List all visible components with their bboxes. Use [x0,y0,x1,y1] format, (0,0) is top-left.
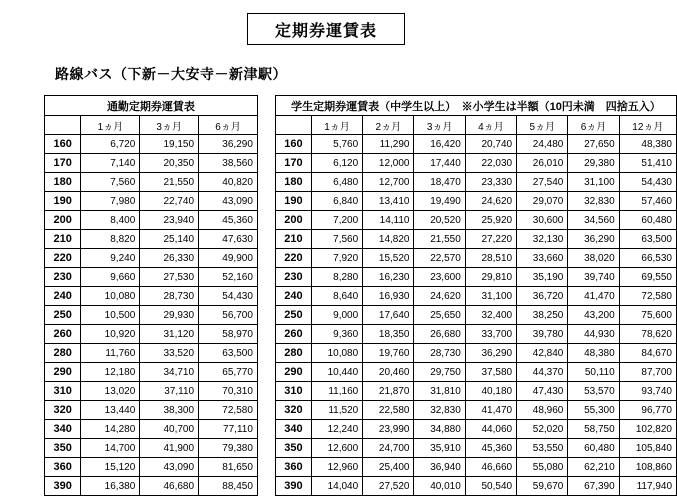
table-row [275,458,676,477]
fare-cell: 20,740 [465,135,516,154]
fare-cell: 72,580 [199,401,258,420]
fare-row-label: 320 [45,401,81,420]
fare-cell: 27,650 [568,135,619,154]
fare-cell: 29,750 [414,363,465,382]
fare-cell: 66,530 [619,249,676,268]
table-row [45,230,258,249]
table-row [45,477,258,496]
fare-row-label: 170 [45,154,81,173]
table-row [45,192,258,211]
fare-cell: 17,440 [414,154,465,173]
fare-cell: 43,090 [199,192,258,211]
fare-cell: 29,930 [140,306,199,325]
fare-cell: 34,710 [140,363,199,382]
fare-cell: 32,400 [465,306,516,325]
commuter-table-caption [44,95,258,115]
route-label [55,64,287,84]
fare-row-label: 230 [45,268,81,287]
fare-cell: 60,480 [619,211,676,230]
fare-cell: 39,780 [517,325,568,344]
commuter-table-caption-text: 通勤定期券運賃表 [106,100,195,113]
fare-cell: 48,960 [517,401,568,420]
table-header-row [275,116,676,135]
fare-cell: 27,220 [465,230,516,249]
fare-cell: 16,230 [363,268,414,287]
fare-cell: 13,020 [81,382,140,401]
table-row [45,458,258,477]
fare-cell: 40,820 [199,173,258,192]
fare-cell: 22,030 [465,154,516,173]
fare-cell: 13,440 [81,401,140,420]
fare-cell: 16,930 [363,287,414,306]
fare-cell: 50,540 [465,477,516,496]
fare-cell: 41,900 [140,439,199,458]
fare-cell: 87,700 [619,363,676,382]
fare-cell: 36,290 [199,135,258,154]
fare-cell: 6,120 [311,154,362,173]
fare-row-label: 210 [275,230,311,249]
fare-cell: 46,660 [465,458,516,477]
fare-cell: 26,330 [140,249,199,268]
fare-cell: 5,760 [311,135,362,154]
fare-cell: 37,110 [140,382,199,401]
fare-cell: 30,600 [517,211,568,230]
fare-cell: 81,650 [199,458,258,477]
fare-cell: 27,520 [363,477,414,496]
fare-cell: 36,940 [414,458,465,477]
fare-cell: 22,570 [414,249,465,268]
fare-cell: 22,580 [363,401,414,420]
fare-cell: 7,200 [311,211,362,230]
column-header: 3ヵ月 [414,116,465,135]
fare-cell: 34,560 [568,211,619,230]
fare-row-label: 360 [275,458,311,477]
fare-row-label: 280 [275,344,311,363]
fare-cell: 31,100 [465,287,516,306]
fare-cell: 24,700 [363,439,414,458]
fare-cell: 50,110 [568,363,619,382]
fare-cell: 60,480 [568,439,619,458]
fare-cell: 9,660 [81,268,140,287]
fare-cell: 40,010 [414,477,465,496]
fare-cell: 12,960 [311,458,362,477]
fare-cell: 102,820 [619,420,676,439]
fare-cell: 32,130 [517,230,568,249]
fare-cell: 28,730 [414,344,465,363]
fare-row-label: 200 [275,211,311,230]
fare-cell: 12,240 [311,420,362,439]
fare-cell: 52,020 [517,420,568,439]
fare-row-label: 170 [275,154,311,173]
fare-cell: 36,290 [465,344,516,363]
table-row [275,363,676,382]
column-header [275,116,311,135]
fare-cell: 21,550 [414,230,465,249]
student-table-block [275,95,677,496]
table-row [275,154,676,173]
fare-cell: 10,920 [81,325,140,344]
fare-cell: 32,830 [568,192,619,211]
fare-cell: 57,460 [619,192,676,211]
fare-cell: 44,060 [465,420,516,439]
fare-cell: 24,620 [414,287,465,306]
fare-cell: 20,350 [140,154,199,173]
fare-cell: 63,500 [199,344,258,363]
fare-cell: 26,010 [517,154,568,173]
column-header: 2ヵ月 [363,116,414,135]
fare-cell: 17,640 [363,306,414,325]
fare-row-label: 190 [275,192,311,211]
table-row [275,477,676,496]
fare-cell: 79,380 [199,439,258,458]
fare-cell: 14,040 [311,477,362,496]
fare-cell: 19,490 [414,192,465,211]
fare-cell: 35,190 [517,268,568,287]
fare-cell: 31,810 [414,382,465,401]
fare-cell: 72,580 [619,287,676,306]
fare-cell: 53,550 [517,439,568,458]
fare-cell: 32,830 [414,401,465,420]
column-header: 4ヵ月 [465,116,516,135]
fare-cell: 105,840 [619,439,676,458]
fare-cell: 22,740 [140,192,199,211]
table-row [45,154,258,173]
fare-cell: 14,700 [81,439,140,458]
fare-cell: 41,470 [465,401,516,420]
fare-cell: 117,940 [619,477,676,496]
fare-cell: 75,600 [619,306,676,325]
route-label-text: 路線バス（下新－大安寺－新津駅） [55,66,287,82]
student-fare-table [275,115,677,496]
fare-cell: 6,840 [311,192,362,211]
fare-cell: 43,090 [140,458,199,477]
fare-row-label: 230 [275,268,311,287]
fare-cell: 11,160 [311,382,362,401]
column-header: 6ヵ月 [568,116,619,135]
fare-cell: 45,360 [465,439,516,458]
fare-row-label: 320 [275,401,311,420]
fare-row-label: 290 [275,363,311,382]
column-header: 6ヵ月 [199,116,258,135]
fare-cell: 10,080 [311,344,362,363]
fare-cell: 78,620 [619,325,676,344]
fare-cell: 63,500 [619,230,676,249]
fare-cell: 8,280 [311,268,362,287]
fare-cell: 38,560 [199,154,258,173]
table-row [45,268,258,287]
fare-cell: 59,670 [517,477,568,496]
fare-cell: 25,920 [465,211,516,230]
fare-cell: 24,480 [517,135,568,154]
fare-cell: 8,640 [311,287,362,306]
fare-row-label: 310 [275,382,311,401]
fare-cell: 31,120 [140,325,199,344]
fare-cell: 23,940 [140,211,199,230]
table-row [45,420,258,439]
fare-cell: 38,250 [517,306,568,325]
fare-cell: 54,430 [199,287,258,306]
fare-cell: 51,410 [619,154,676,173]
fare-cell: 58,970 [199,325,258,344]
table-header-row [45,116,258,135]
fare-cell: 93,740 [619,382,676,401]
fare-cell: 12,700 [363,173,414,192]
table-row [45,401,258,420]
fare-cell: 14,820 [363,230,414,249]
fare-cell: 36,720 [517,287,568,306]
table-row [275,420,676,439]
fare-cell: 47,430 [517,382,568,401]
fare-cell: 55,080 [517,458,568,477]
fare-cell: 11,520 [311,401,362,420]
table-row [275,401,676,420]
column-header: 3ヵ月 [140,116,199,135]
page-title-text: 定期券運賃表 [274,22,377,40]
fare-cell: 7,140 [81,154,140,173]
fare-cell: 36,290 [568,230,619,249]
fare-cell: 43,200 [568,306,619,325]
fare-cell: 9,360 [311,325,362,344]
fare-cell: 25,400 [363,458,414,477]
fare-row-label: 160 [275,135,311,154]
table-row [275,268,676,287]
fare-cell: 18,350 [363,325,414,344]
fare-cell: 29,380 [568,154,619,173]
table-row [275,439,676,458]
fare-cell: 96,770 [619,401,676,420]
fare-row-label: 220 [275,249,311,268]
fare-cell: 44,930 [568,325,619,344]
fare-cell: 39,740 [568,268,619,287]
fare-cell: 20,460 [363,363,414,382]
fare-cell: 49,900 [199,249,258,268]
fare-cell: 24,620 [465,192,516,211]
fare-cell: 65,770 [199,363,258,382]
fare-cell: 11,290 [363,135,414,154]
fare-cell: 33,520 [140,344,199,363]
fare-cell: 14,110 [363,211,414,230]
table-row [275,325,676,344]
fare-cell: 48,380 [619,135,676,154]
table-row [275,135,676,154]
fare-row-label: 250 [275,306,311,325]
table-row [45,344,258,363]
fare-cell: 47,630 [199,230,258,249]
fare-row-label: 350 [45,439,81,458]
fare-cell: 56,700 [199,306,258,325]
fare-cell: 88,450 [199,477,258,496]
fare-cell: 28,730 [140,287,199,306]
fare-cell: 48,380 [568,344,619,363]
column-header: 1ヵ月 [81,116,140,135]
fare-row-label: 190 [45,192,81,211]
fare-cell: 25,140 [140,230,199,249]
fare-cell: 18,470 [414,173,465,192]
fare-cell: 9,240 [81,249,140,268]
fare-cell: 21,870 [363,382,414,401]
table-row [45,287,258,306]
fare-cell: 11,760 [81,344,140,363]
table-row [275,230,676,249]
table-row [45,249,258,268]
fare-cell: 10,440 [311,363,362,382]
fare-row-label: 310 [45,382,81,401]
fare-cell: 34,880 [414,420,465,439]
fare-row-label: 290 [45,363,81,382]
fare-cell: 10,500 [81,306,140,325]
fare-cell: 42,840 [517,344,568,363]
table-row [275,382,676,401]
fare-cell: 12,600 [311,439,362,458]
table-row [45,363,258,382]
table-row [275,173,676,192]
fare-row-label: 210 [45,230,81,249]
fare-cell: 16,380 [81,477,140,496]
fare-row-label: 250 [45,306,81,325]
table-row [275,344,676,363]
fare-row-label: 390 [45,477,81,496]
fare-cell: 46,680 [140,477,199,496]
fare-cell: 7,920 [311,249,362,268]
fare-cell: 35,910 [414,439,465,458]
fare-row-label: 220 [45,249,81,268]
fare-cell: 9,000 [311,306,362,325]
fare-cell: 26,680 [414,325,465,344]
fare-cell: 14,280 [81,420,140,439]
fare-cell: 19,150 [140,135,199,154]
fare-cell: 108,860 [619,458,676,477]
fare-cell: 44,370 [517,363,568,382]
fare-row-label: 180 [45,173,81,192]
fare-cell: 15,520 [363,249,414,268]
fare-tables-container [44,95,677,496]
fare-row-label: 340 [275,420,311,439]
student-table-caption [275,95,677,115]
fare-row-label: 260 [45,325,81,344]
table-row [45,382,258,401]
fare-cell: 41,470 [568,287,619,306]
fare-cell: 52,160 [199,268,258,287]
table-row [275,306,676,325]
fare-cell: 16,420 [414,135,465,154]
fare-cell: 37,580 [465,363,516,382]
page-title [247,13,405,45]
fare-row-label: 240 [45,287,81,306]
fare-cell: 27,540 [517,173,568,192]
fare-cell: 67,390 [568,477,619,496]
fare-cell: 7,560 [81,173,140,192]
table-row [275,249,676,268]
fare-cell: 53,570 [568,382,619,401]
table-row [45,211,258,230]
fare-cell: 33,660 [517,249,568,268]
fare-cell: 29,070 [517,192,568,211]
fare-cell: 84,670 [619,344,676,363]
table-row [275,287,676,306]
fare-cell: 54,430 [619,173,676,192]
fare-cell: 20,520 [414,211,465,230]
table-row [45,325,258,344]
column-header [45,116,81,135]
table-row [275,192,676,211]
column-header: 5ヵ月 [517,116,568,135]
table-row [45,173,258,192]
fare-cell: 13,410 [363,192,414,211]
table-row [45,135,258,154]
fare-cell: 55,300 [568,401,619,420]
fare-row-label: 340 [45,420,81,439]
column-header: 12ヵ月 [619,116,676,135]
fare-cell: 38,020 [568,249,619,268]
commuter-table-block [44,95,258,496]
fare-cell: 40,180 [465,382,516,401]
fare-row-label: 200 [45,211,81,230]
fare-cell: 23,330 [465,173,516,192]
fare-cell: 15,120 [81,458,140,477]
fare-row-label: 240 [275,287,311,306]
fare-cell: 77,110 [199,420,258,439]
commuter-fare-table [44,115,258,496]
fare-cell: 40,700 [140,420,199,439]
fare-row-label: 260 [275,325,311,344]
table-row [275,211,676,230]
fare-cell: 7,980 [81,192,140,211]
fare-cell: 19,760 [363,344,414,363]
fare-cell: 29,810 [465,268,516,287]
fare-row-label: 390 [275,477,311,496]
table-row [45,306,258,325]
fare-cell: 58,750 [568,420,619,439]
student-table-caption-text: 学生定期券運賃表（中学生以上） ※小学生は半額（10円未満 四捨五入） [291,100,661,113]
fare-row-label: 280 [45,344,81,363]
column-header: 1ヵ月 [311,116,362,135]
fare-row-label: 160 [45,135,81,154]
fare-cell: 21,550 [140,173,199,192]
fare-cell: 6,480 [311,173,362,192]
fare-cell: 28,510 [465,249,516,268]
fare-cell: 8,820 [81,230,140,249]
fare-cell: 38,300 [140,401,199,420]
fare-cell: 70,310 [199,382,258,401]
fare-cell: 8,400 [81,211,140,230]
fare-row-label: 350 [275,439,311,458]
fare-cell: 25,650 [414,306,465,325]
fare-cell: 23,990 [363,420,414,439]
fare-row-label: 360 [45,458,81,477]
fare-cell: 45,360 [199,211,258,230]
fare-cell: 33,700 [465,325,516,344]
fare-cell: 27,530 [140,268,199,287]
fare-cell: 62,210 [568,458,619,477]
fare-cell: 12,000 [363,154,414,173]
fare-cell: 12,180 [81,363,140,382]
fare-cell: 23,600 [414,268,465,287]
fare-cell: 10,080 [81,287,140,306]
fare-cell: 31,100 [568,173,619,192]
table-row [45,439,258,458]
fare-cell: 69,550 [619,268,676,287]
fare-row-label: 180 [275,173,311,192]
fare-cell: 7,560 [311,230,362,249]
fare-cell: 6,720 [81,135,140,154]
